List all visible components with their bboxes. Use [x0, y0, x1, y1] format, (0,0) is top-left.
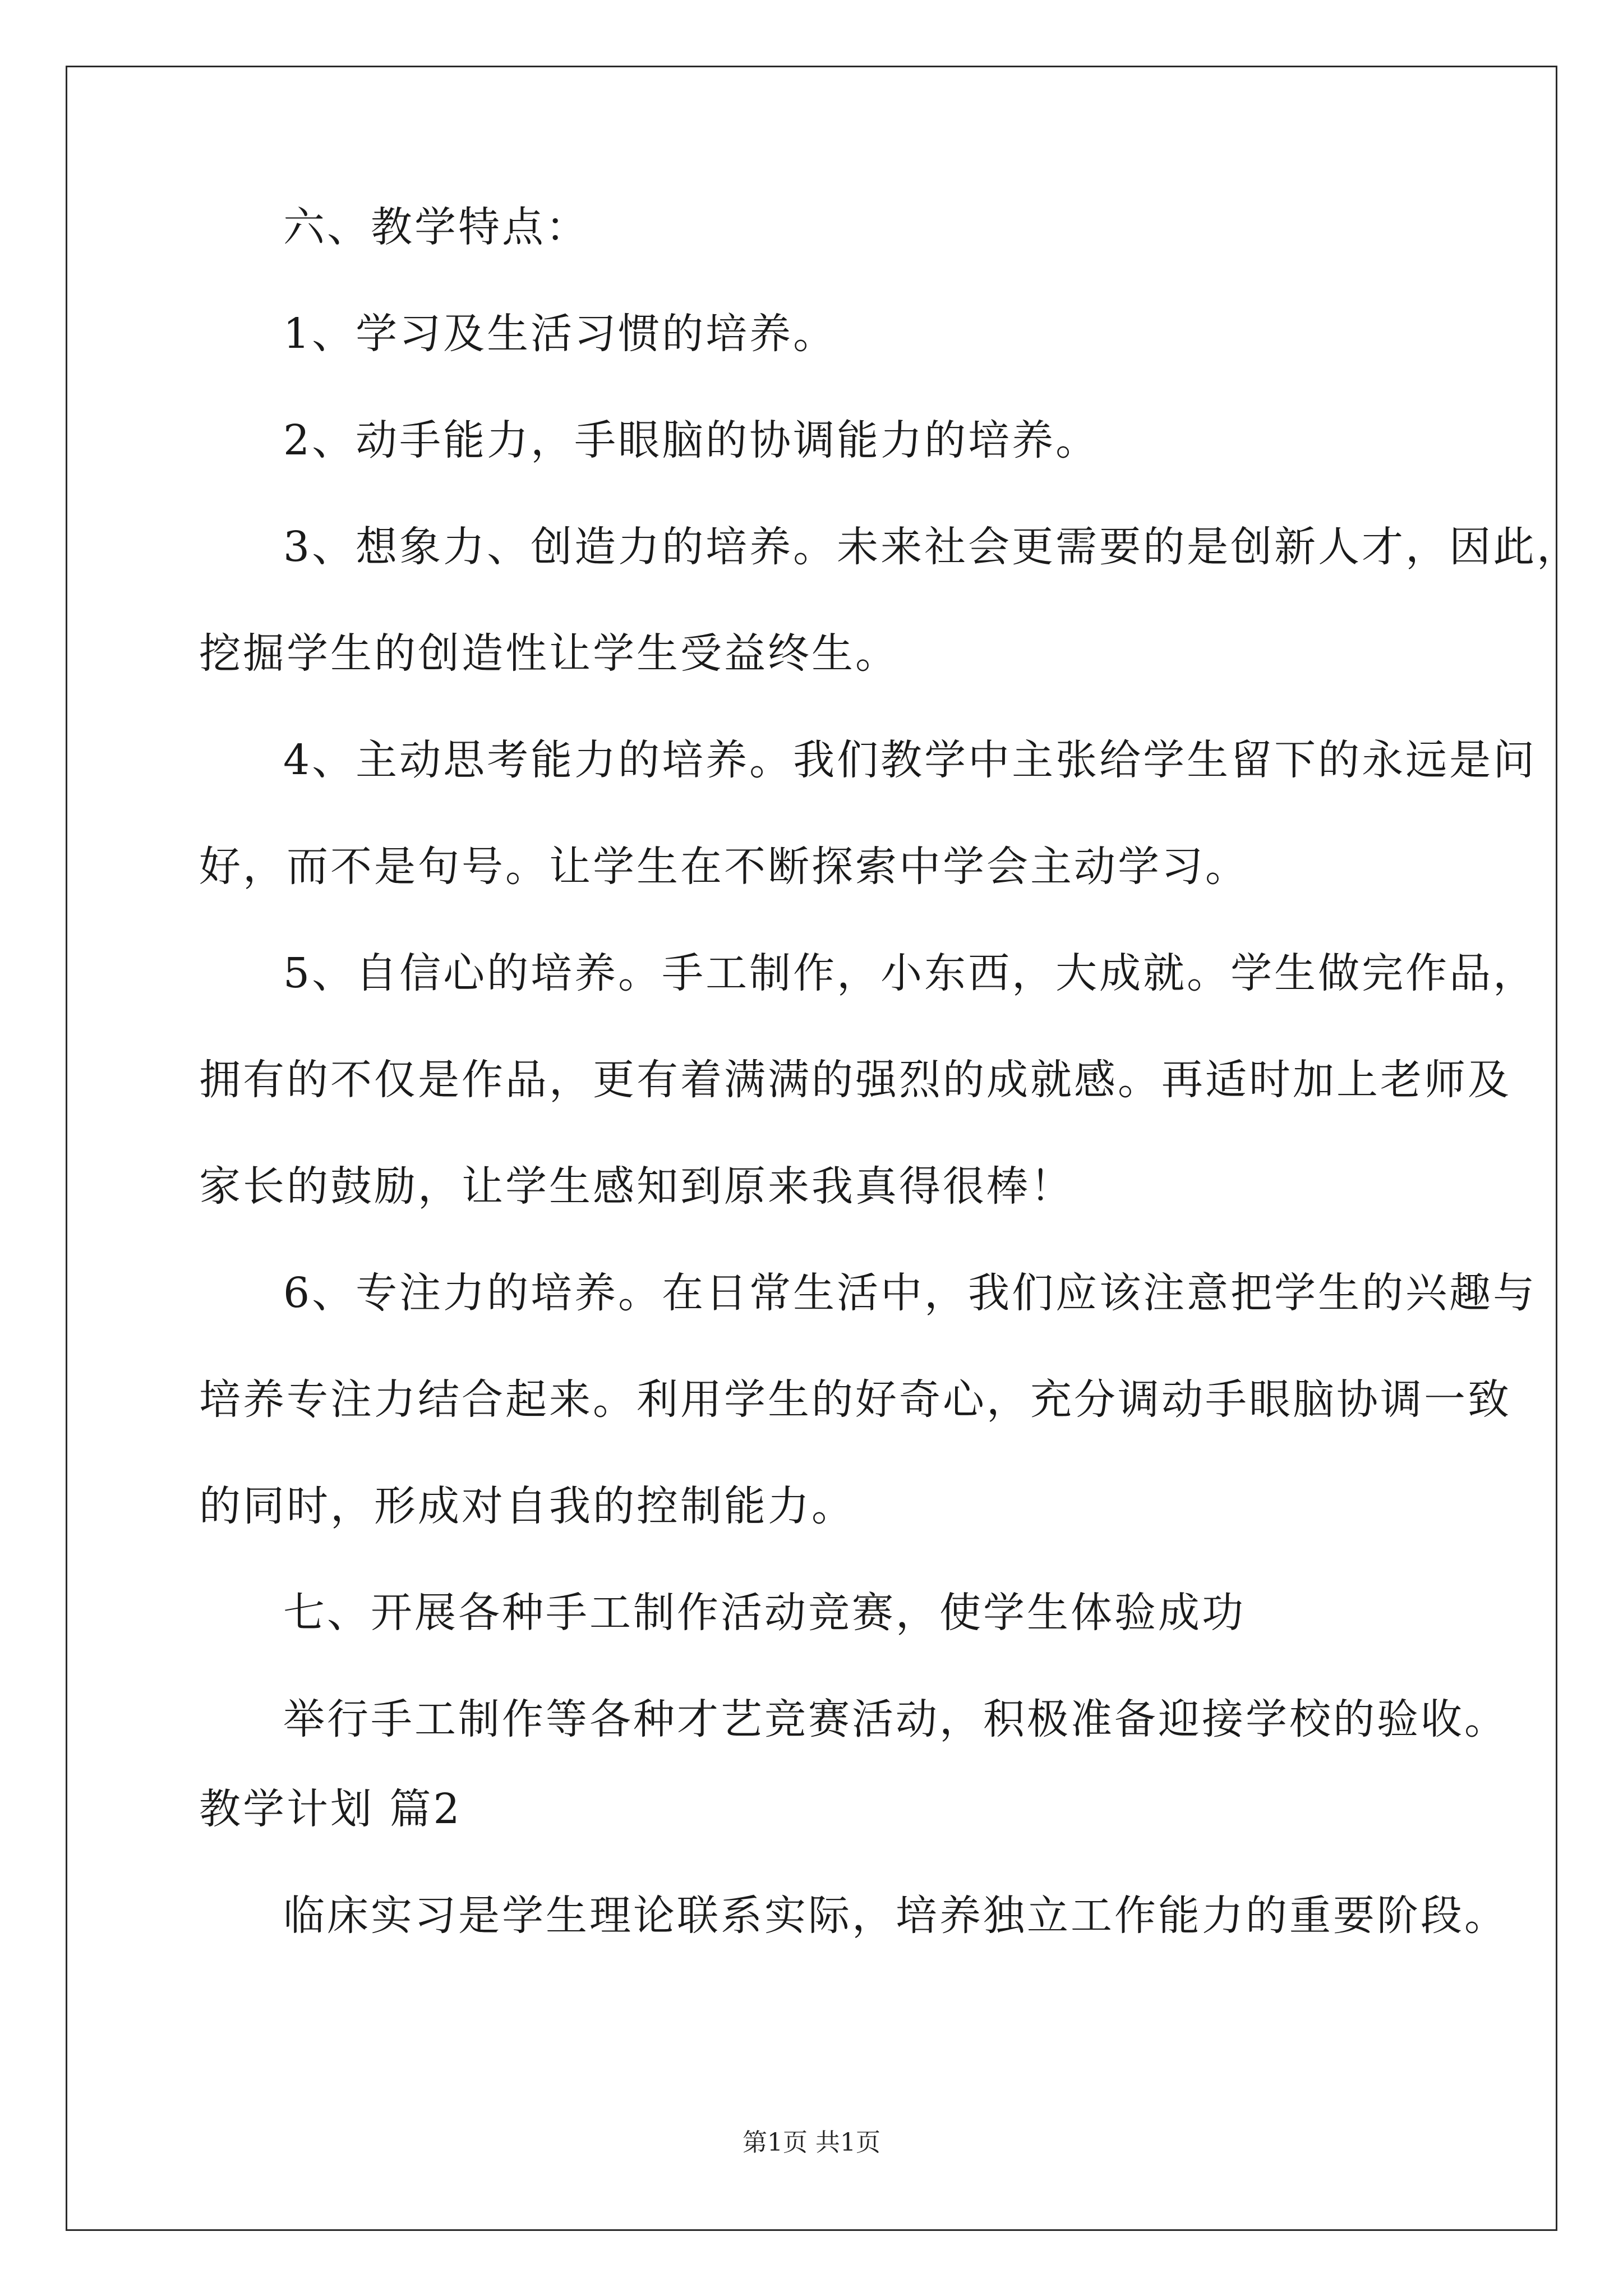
paragraph-line: 6、专注力的培养。在日常生活中，我们应该注意把学生的兴趣与 — [283, 1269, 1537, 1317]
paragraph-line: 1、学习及生活习惯的培养。 — [283, 310, 837, 358]
paragraph-line: 好，而不是句号。让学生在不断探索中学会主动学习。 — [199, 843, 1249, 891]
paragraph-line: 4、主动思考能力的培养。我们教学中主张给学生留下的永远是问 — [283, 736, 1537, 784]
paragraph-line: 拥有的不仅是作品，更有着满满的强烈的成就感。再适时加上老师及 — [199, 1056, 1511, 1104]
section-heading-7: 七、开展各种手工制作活动竞赛，使学生体验成功 — [283, 1589, 1246, 1637]
paragraph-line: 举行手工制作等各种才艺竞赛活动，积极准备迎接学校的验收。 — [283, 1695, 1508, 1743]
page-footer: 第1页 共1页 — [743, 2128, 880, 2157]
section-heading-6: 六、教学特点： — [283, 203, 589, 251]
article-heading: 教学计划 篇2 — [199, 1785, 462, 1833]
paragraph-line: 挖掘学生的创造性让学生受益终生。 — [199, 629, 899, 678]
paragraph-line: 3、想象力、创造力的培养。未来社会更需要的是创新人才，因此， — [283, 523, 1581, 571]
paragraph-line: 2、动手能力，手眼脑的协调能力的培养。 — [283, 416, 1100, 464]
paragraph-line: 5、自信心的培养。手工制作，小东西，大成就。学生做完作品， — [283, 949, 1537, 997]
paragraph-line: 家长的鼓励，让学生感知到原来我真得很棒！ — [199, 1162, 1074, 1211]
paragraph-line: 的同时，形成对自我的控制能力。 — [199, 1482, 855, 1530]
paragraph-line: 培养专注力结合起来。利用学生的好奇心，充分调动手眼脑协调一致 — [199, 1375, 1511, 1424]
paragraph-line: 临床实习是学生理论联系实际，培养独立工作能力的重要阶段。 — [283, 1892, 1508, 1940]
